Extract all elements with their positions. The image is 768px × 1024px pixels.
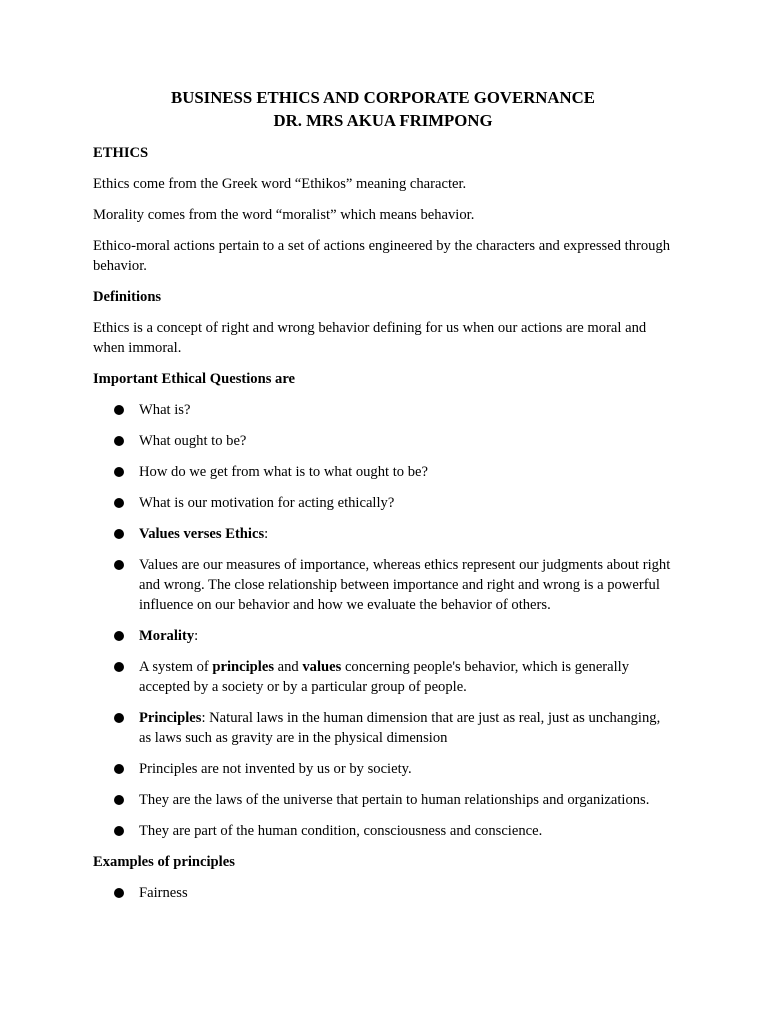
morality-label: Morality [139,628,195,644]
list-item-text: Fairness [139,885,188,901]
bullet-icon [114,405,124,415]
examples-list [93,883,673,903]
bullet-icon [114,826,124,836]
questions-list [93,400,673,841]
title-line-1: BUSINESS ETHICS AND CORPORATE GOVERNANCE [171,88,595,107]
system-bold-values: values [302,659,342,675]
system-text-3: concerning people's behavior, which is generally accepted by a society or by a particular group of people. [139,659,630,695]
list-item [93,524,673,544]
list-item-text: What is our motivation for acting ethically? [139,495,395,511]
paragraph-ethics-origin: Ethics come from the Greek word “Ethikos” meaning character. [93,176,467,192]
definitions-text: Ethics is a concept of right and wrong behavior defining for us when our actions are moral and when immoral. [93,320,647,356]
list-item-text: They are the laws of the universe that pertain to human relationships and organizations. [139,792,650,808]
list-item-text: What is? [139,402,191,418]
values-text: Values are our measures of importance, whereas ethics represent our judgments about right and wrong. The close relationship between importance and right and wrong is a powerful influence on our behavior and how we evaluate the behavior of others. [139,557,671,613]
bullet-icon [114,560,124,570]
bullet-icon [114,467,124,477]
principles-label: Principles [139,710,202,726]
list-item [93,790,673,810]
definitions-heading: Definitions [93,289,162,305]
paragraph-morality-origin: Morality comes from the word “moralist” which means behavior. [93,207,475,223]
system-bold-principles: principles [212,659,274,675]
list-item [93,883,673,903]
list-item [93,657,673,697]
list-item [93,759,673,779]
questions-heading: Important Ethical Questions are [93,371,296,387]
list-item [93,462,673,482]
bullet-icon [114,662,124,672]
document-title [93,86,673,132]
list-item [93,431,673,451]
bullet-icon [114,436,124,446]
bullet-icon [114,888,124,898]
examples-heading: Examples of principles [93,854,235,870]
bullet-icon [114,795,124,805]
bullet-icon [114,498,124,508]
list-item [93,821,673,841]
list-item-text: They are part of the human condition, consciousness and conscience. [139,823,543,839]
values-vs-ethics-colon: : [264,526,269,542]
list-item-text: Principles are not invented by us or by society. [139,761,412,777]
bullet-icon [114,764,124,774]
system-text-2: and [274,659,303,675]
list-item [93,493,673,513]
system-text-1: A system of [139,659,213,675]
morality-colon: : [194,628,199,644]
values-vs-ethics-label: Values verses Ethics [139,526,265,542]
bullet-icon [114,529,124,539]
list-item [93,555,673,615]
list-item-text: How do we get from what is to what ought to be? [139,464,428,480]
principles-text: : Natural laws in the human dimension that are just as real, just as unchanging, as laws such as gravity are in the physical dimension [139,710,661,746]
list-item [93,626,673,646]
paragraph-ethico-moral: Ethico-moral actions pertain to a set of actions engineered by the characters and expressed through behavior. [93,238,671,274]
list-item-text: What ought to be? [139,433,247,449]
list-item [93,400,673,420]
bullet-icon [114,713,124,723]
ethics-heading: ETHICS [93,145,149,161]
list-item [93,708,673,748]
title-line-2: DR. MRS AKUA FRIMPONG [273,111,493,130]
bullet-icon [114,631,124,641]
